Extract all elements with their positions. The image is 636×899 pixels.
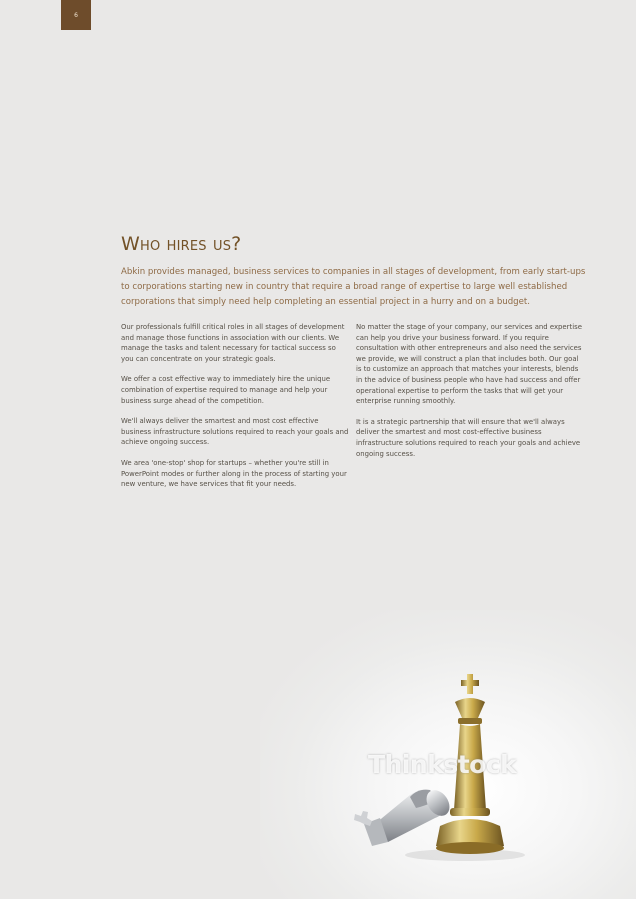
left-paragraph-4: We area 'one-stop' shop for startups – whether you're still in PowerPoint modes or further along in the process of starting your new venture, we have services that fit your needs. [121, 458, 347, 489]
page-title: Who hires us? [121, 233, 242, 255]
right-paragraph-2: It is a strategic partnership that will ensure that we'll always deliver the smartest and most cost-effective business infrastructure solutions required to reach your goals and achieve ongoing success. [356, 417, 581, 458]
right-paragraph-1: No matter the stage of your company, our services and expertise can help you drive your business forward. If you require consultation with other entrepreneurs and also need the services we provide, we will construct a plan that includes both. Our goal is to customize an approach that matches your interests, blends in the advice of business people who have had success and offer operational expertise to perform the tasks that will get your enterprise running smoothly. [356, 323, 582, 406]
left-paragraph-2: We offer a cost effective way to immediately hire the unique combination of expertise required to manage and help your business surge ahead of the competition. [121, 375, 331, 405]
intro-paragraph: Abkin provides managed, business services to companies in all stages of development, from early start-ups to corporations starting new in country that require a broad range of expertise to large well established corporations that simply need help completing an essential project in a hurry and on a budget. [121, 267, 586, 307]
left-paragraph-1: Our professionals fulfill critical roles in all stages of development and manage those functions in association with our clients. We manage the tasks and talent necessary for tactical success so you can concentrate on your strategic goals. [121, 323, 345, 363]
page-number: 6 [74, 11, 78, 19]
left-paragraph-3: We'll always deliver the smartest and most cost effective business infrastructure solutions required to reach your goals and achieve ongoing success. [121, 417, 349, 447]
left-column [121, 322, 349, 500]
chess-photo [260, 610, 636, 899]
right-column [356, 322, 584, 469]
page-number-tab [61, 0, 91, 30]
thinkstock-watermark: Thinkstock [368, 750, 517, 779]
